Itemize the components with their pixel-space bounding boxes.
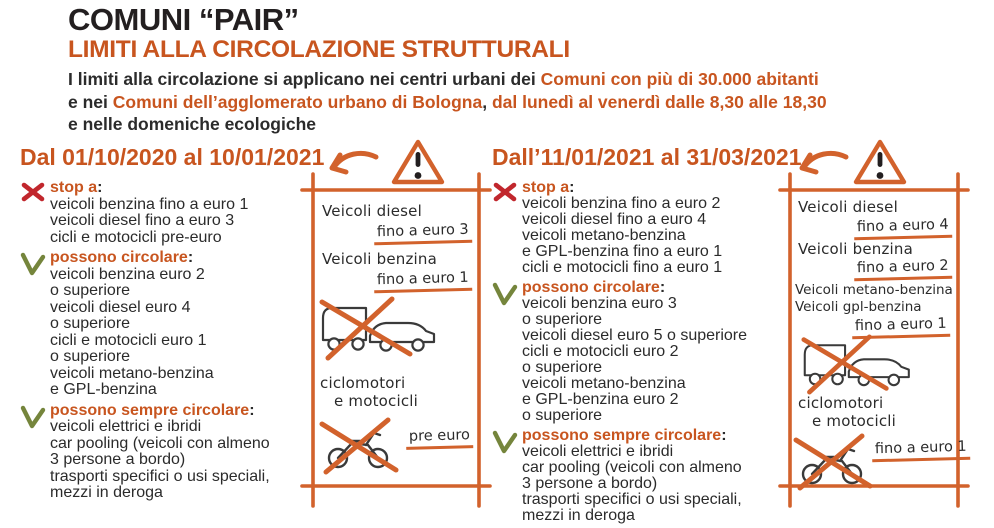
board-vehicle-name: Veicoli benzina xyxy=(322,250,438,268)
intro-highlight: Comuni con più di 30.000 abitanti xyxy=(540,69,819,89)
intro-text: , xyxy=(482,91,492,112)
allowed-item: o superiore xyxy=(50,348,131,365)
intro-text: e nei xyxy=(68,91,113,112)
period-1-column xyxy=(20,144,325,506)
allowed-item: o superiore xyxy=(522,311,603,328)
allowed-label: possono circolare xyxy=(50,249,188,266)
allowed-item: cicli e motocicli euro 2 xyxy=(522,343,679,360)
allowed-item: veicoli benzina euro 3 xyxy=(522,295,677,312)
check-icon xyxy=(20,250,50,399)
crossed-motorcycle-drawing xyxy=(790,432,876,492)
allowed-item: veicoli benzina euro 2 xyxy=(50,265,205,283)
board-vehicle-name: Veicoli gpl-benzina xyxy=(795,299,922,315)
always-item: veicoli elettrici e ibridi xyxy=(50,418,202,435)
stop-item: e GPL-benzina fino a euro 1 xyxy=(522,243,723,260)
allowed-item: veicoli metano-benzina xyxy=(522,375,686,392)
check-icon xyxy=(20,403,50,502)
always-item: 3 persone a bordo) xyxy=(50,451,186,468)
board-vehicle-name: Veicoli metano-benzina xyxy=(795,282,953,298)
allowed-item: o superiore xyxy=(50,315,131,332)
always-label: possono sempre circolare xyxy=(50,401,250,419)
board-moto-label: e motocicli xyxy=(812,412,897,430)
period-2-always-section: possono sempre circolare: veicoli elettrici e ibridi car pooling (veicoli con almeno 3 persone a bordo) trasporti specifici o usi speciali, mezzi in deroga xyxy=(492,428,792,524)
period-2-stop-section: stop a: veicoli benzina fino a euro 2 veicoli diesel fino a euro 4 veicoli metano-benzina e GPL-benzina fino a euro 1 cicli e motocicli fino a euro 1 xyxy=(492,180,792,276)
stop-item: veicoli diesel fino a euro 4 xyxy=(522,211,707,228)
crossed-vehicles-drawing xyxy=(314,296,452,360)
allowed-label: possono circolare xyxy=(522,279,660,296)
intro-text: e nelle domeniche ecologiche xyxy=(68,114,316,134)
stop-item: cicli e motocicli pre-euro xyxy=(50,228,222,246)
stop-item: veicoli benzina fino a euro 1 xyxy=(50,195,249,213)
period-1-heading: Dal 01/10/2020 al 10/01/2021 xyxy=(20,144,325,170)
allowed-item: veicoli metano-benzina xyxy=(50,364,214,382)
crossed-motorcycle-drawing xyxy=(316,416,402,476)
always-item: trasporti specifici o usi speciali, xyxy=(50,467,270,485)
stop-item: cicli e motocicli fino a euro 1 xyxy=(522,259,723,276)
period-1-board xyxy=(302,174,490,506)
stop-item: veicoli benzina fino a euro 2 xyxy=(522,195,721,212)
board-moto-limit: pre euro xyxy=(406,428,473,449)
always-item: car pooling (veicoli con almeno xyxy=(522,459,742,476)
crossed-vehicles-drawing xyxy=(792,334,930,394)
intro-highlight: dal lunedì al venerdì dalle 8,30 alle 18,30 xyxy=(491,91,827,112)
stop-x-icon xyxy=(492,180,522,276)
allowed-item: o superiore xyxy=(522,407,603,424)
board-vehicle-name: Veicoli diesel xyxy=(798,198,898,216)
board-moto-limit: fino a euro 1 xyxy=(872,440,970,461)
always-label: possono sempre circolare xyxy=(522,427,722,444)
intro-text: I limiti alla circolazione si applicano nei centri urbani dei xyxy=(68,69,541,89)
page-title: COMUNI “PAIR” xyxy=(68,2,299,37)
allowed-item: o superiore xyxy=(522,359,603,376)
stop-item: veicoli metano-benzina xyxy=(522,227,686,244)
board-vehicle-limit: fino a euro 1 xyxy=(374,271,472,292)
always-item: 3 persone a bordo) xyxy=(522,475,658,492)
always-item: car pooling (veicoli con almeno xyxy=(50,434,270,452)
board-vehicle-limit: fino a euro 1 xyxy=(852,317,950,338)
board-vehicle-limit: fino a euro 2 xyxy=(854,259,952,280)
period-1-allowed-section: possono circolare: veicoli benzina euro 2 o superiore veicoli diesel euro 4 o superiore cicli e motocicli euro 1 o superiore veicoli metano-benzina e GPL-benzina xyxy=(20,250,320,399)
page-subtitle: LIMITI ALLA CIRCOLAZIONE STRUTTURALI xyxy=(68,36,570,63)
period-2-board xyxy=(780,174,968,506)
period-2-column xyxy=(492,144,802,528)
check-icon xyxy=(492,428,522,524)
allowed-item: e GPL-benzina xyxy=(50,381,157,398)
allowed-item: veicoli diesel euro 5 o superiore xyxy=(522,327,748,344)
board-vehicle-limit: fino a euro 4 xyxy=(854,218,952,239)
allowed-item: veicoli diesel euro 4 xyxy=(50,298,191,316)
stop-item: veicoli diesel fino a euro 3 xyxy=(50,212,235,229)
stop-x-icon xyxy=(20,180,50,246)
always-item: veicoli elettrici e ibridi xyxy=(522,443,674,460)
stop-label: stop a xyxy=(522,179,570,196)
check-icon xyxy=(492,280,522,424)
board-moto-label: ciclomotori xyxy=(320,374,406,392)
stop-label: stop a xyxy=(50,179,98,196)
period-2-heading: Dall’11/01/2021 al 31/03/2021 xyxy=(492,144,802,170)
period-2-allowed-section: possono circolare: veicoli benzina euro 3 o superiore veicoli diesel euro 5 o superiore cicli e motocicli euro 2 o superiore veicoli metano-benzina e GPL-benzina euro 2 o superiore xyxy=(492,280,792,424)
allowed-item: cicli e motocicli euro 1 xyxy=(50,331,207,349)
allowed-item: e GPL-benzina euro 2 xyxy=(522,391,679,408)
period-1-always-section: possono sempre circolare: veicoli elettrici e ibridi car pooling (veicoli con almeno 3 persone a bordo) trasporti specifici o usi speciali, mezzi in deroga xyxy=(20,403,320,502)
always-item: mezzi in deroga xyxy=(50,484,163,501)
board-moto-label: e motocicli xyxy=(334,392,419,410)
intro-highlight: Comuni dell’agglomerato urbano di Bologna xyxy=(112,91,483,112)
always-item: mezzi in deroga xyxy=(522,507,635,524)
board-vehicle-name: Veicoli benzina xyxy=(798,240,914,258)
board-vehicle-name: Veicoli diesel xyxy=(322,202,422,220)
intro-paragraph xyxy=(68,68,827,136)
board-moto-label: ciclomotori xyxy=(798,394,884,412)
allowed-item: o superiore xyxy=(50,282,131,299)
always-item: trasporti specifici o usi speciali, xyxy=(522,491,742,508)
period-1-stop-section: stop a: veicoli benzina fino a euro 1 veicoli diesel fino a euro 3 cicli e motocicli pre-euro xyxy=(20,180,320,246)
board-vehicle-limit: fino a euro 3 xyxy=(374,223,472,244)
